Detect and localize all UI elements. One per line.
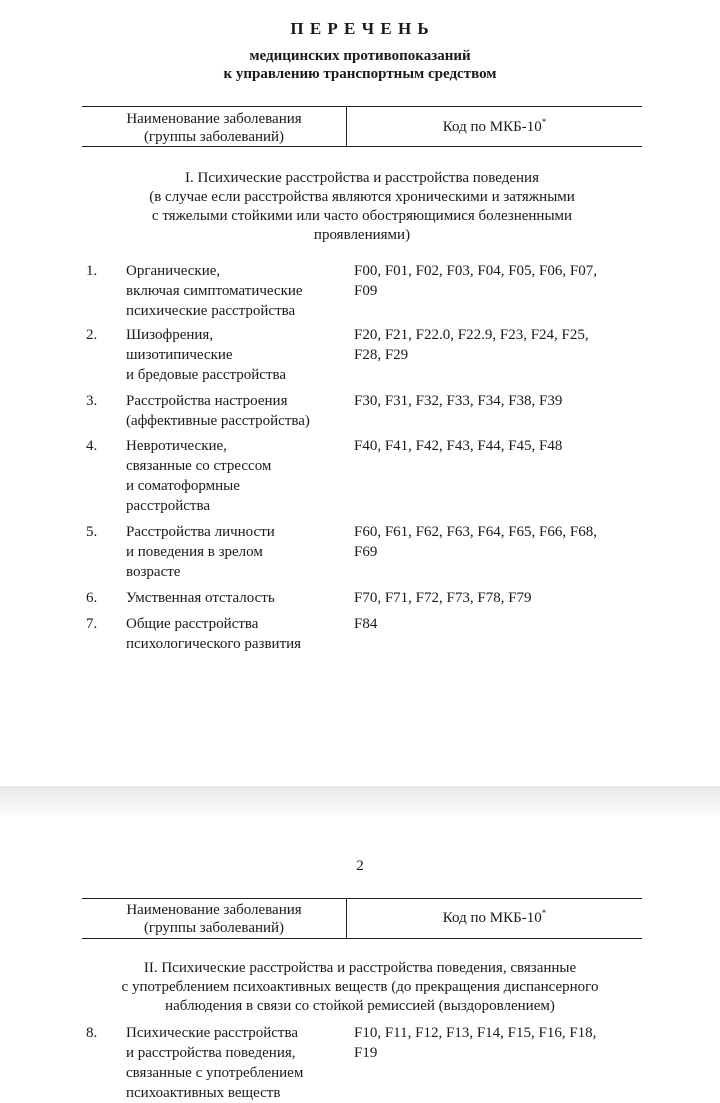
row-icd-codes bbox=[354, 325, 644, 365]
row-number: 5. bbox=[86, 524, 98, 540]
section-heading-line: (в случае если расстройства являются хроническими и затяжными bbox=[149, 189, 575, 205]
row-number: 1. bbox=[86, 263, 98, 279]
row-codes-line: F19 bbox=[354, 1045, 378, 1061]
header-disease-name-line-2: (группы заболеваний) bbox=[143, 920, 285, 936]
row-icd-codes bbox=[354, 1023, 644, 1063]
row-codes-line: F84 bbox=[354, 616, 378, 632]
row-number: 7. bbox=[86, 616, 98, 632]
section-heading-line: наблюдения в связи со стойкой ремиссией (выздоровлением) bbox=[165, 998, 555, 1014]
section-heading-line: I. Психические расстройства и расстройства поведения bbox=[185, 170, 539, 186]
row-codes-line: F70, F71, F72, F73, F78, F79 bbox=[354, 590, 532, 606]
row-name-line: Шизофрения, bbox=[126, 327, 214, 343]
document-subtitle-line-2: к управлению транспортным средством bbox=[223, 66, 497, 82]
table-top-border bbox=[82, 106, 642, 107]
row-codes-line: F30, F31, F32, F33, F34, F38, F39 bbox=[354, 393, 563, 409]
row-disease-name bbox=[126, 391, 352, 431]
section-heading-line: проявлениями) bbox=[313, 227, 411, 243]
header-disease-name-line-1: Наименование заболевания bbox=[126, 902, 302, 918]
section-heading-line: с тяжелыми стойкими или часто обостряющимися болезненными bbox=[151, 208, 573, 224]
row-icd-codes bbox=[354, 436, 644, 456]
row-name-line: и расстройства поведения, bbox=[126, 1045, 296, 1061]
row-number: 6. bbox=[86, 590, 98, 606]
row-name-line: психоактивных веществ bbox=[126, 1085, 281, 1101]
row-name-line: связанные с употреблением bbox=[126, 1065, 304, 1081]
section-heading-line: II. Психические расстройства и расстройства поведения, связанные bbox=[143, 960, 577, 976]
document-title: П Е Р Е Ч Е Н Ь bbox=[290, 19, 430, 38]
row-disease-name bbox=[126, 1023, 346, 1103]
row-number: 2. bbox=[86, 327, 98, 343]
row-codes-line: F10, F11, F12, F13, F14, F15, F16, F18, bbox=[354, 1025, 597, 1041]
row-icd-codes bbox=[354, 391, 644, 411]
row-name-line: включая симптоматические bbox=[126, 283, 303, 299]
footnote-mark: * bbox=[541, 117, 547, 127]
row-disease-name bbox=[126, 436, 346, 516]
page-separator bbox=[0, 786, 720, 816]
row-disease-name bbox=[126, 325, 346, 385]
page-number: 2 bbox=[356, 858, 364, 874]
row-name-line: психические расстройства bbox=[126, 303, 296, 319]
row-icd-codes bbox=[354, 261, 644, 301]
header-icd-code-label: Код по МКБ-10 bbox=[442, 119, 542, 135]
table-header-bottom-border bbox=[82, 146, 642, 147]
row-codes-line: F28, F29 bbox=[354, 347, 409, 363]
row-name-line: Органические, bbox=[126, 263, 221, 279]
row-codes-line: F00, F01, F02, F03, F04, F05, F06, F07, bbox=[354, 263, 597, 279]
row-disease-name bbox=[126, 261, 346, 321]
table-header-bottom-border bbox=[82, 938, 642, 939]
row-name-line: Умственная отсталость bbox=[126, 590, 275, 606]
row-number: 4. bbox=[86, 438, 98, 454]
row-icd-codes bbox=[354, 588, 644, 608]
row-name-line: и бредовые расстройства bbox=[126, 367, 287, 383]
header-disease-name-line-2: (группы заболеваний) bbox=[143, 129, 285, 145]
row-icd-codes bbox=[354, 522, 644, 562]
document-subtitle-line-1: медицинских противопоказаний bbox=[249, 48, 471, 64]
row-number: 3. bbox=[86, 393, 98, 409]
row-name-line: Расстройства личности bbox=[126, 524, 275, 540]
row-name-line: Общие расстройства bbox=[126, 616, 259, 632]
table-top-border bbox=[82, 898, 642, 899]
row-name-line: шизотипические bbox=[126, 347, 233, 363]
row-name-line: связанные со стрессом bbox=[126, 458, 272, 474]
header-disease-name-line-1: Наименование заболевания bbox=[126, 111, 302, 127]
row-icd-codes bbox=[354, 614, 644, 634]
row-name-line: расстройства bbox=[126, 498, 210, 514]
header-icd-code bbox=[347, 118, 642, 136]
row-name-line: Невротические, bbox=[126, 438, 227, 454]
row-name-line: и соматоформные bbox=[126, 478, 240, 494]
row-codes-line: F20, F21, F22.0, F22.9, F23, F24, F25, bbox=[354, 327, 589, 343]
document-page-2 bbox=[0, 816, 720, 1101]
row-codes-line: F40, F41, F42, F43, F44, F45, F48 bbox=[354, 438, 563, 454]
section-heading-line: с употреблением психоактивных веществ (до прекращения диспансерного bbox=[121, 979, 599, 995]
row-disease-name bbox=[126, 588, 346, 608]
row-name-line: возрасте bbox=[126, 564, 181, 580]
row-name-line: Расстройства настроения bbox=[126, 393, 288, 409]
row-codes-line: F09 bbox=[354, 283, 378, 299]
header-icd-code bbox=[347, 909, 642, 927]
row-number: 8. bbox=[86, 1025, 98, 1041]
row-disease-name bbox=[126, 522, 346, 582]
row-name-line: психологического развития bbox=[126, 636, 302, 652]
row-codes-line: F60, F61, F62, F63, F64, F65, F66, F68, bbox=[354, 524, 597, 540]
row-disease-name bbox=[126, 614, 346, 654]
row-codes-line: F69 bbox=[354, 544, 378, 560]
footnote-mark: * bbox=[541, 908, 547, 918]
row-name-line: и поведения в зрелом bbox=[126, 544, 263, 560]
row-name-line: (аффективные расстройства) bbox=[126, 413, 310, 429]
row-name-line: Психические расстройства bbox=[126, 1025, 298, 1041]
header-icd-code-label: Код по МКБ-10 bbox=[442, 910, 542, 926]
